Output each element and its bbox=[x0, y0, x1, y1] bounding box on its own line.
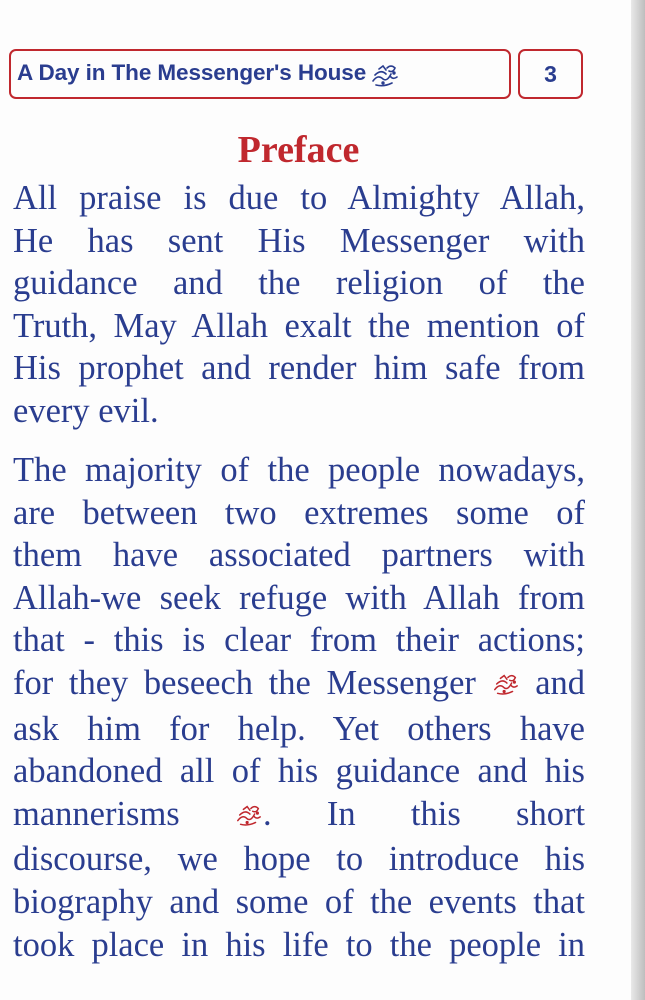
book-title-text: A Day in The Messenger's House bbox=[17, 60, 367, 86]
page-number: 3 bbox=[518, 49, 583, 99]
running-header bbox=[9, 49, 511, 99]
line-text: short bbox=[516, 794, 586, 833]
line-text: this bbox=[410, 794, 461, 833]
text-line: The majority of the people nowadays, bbox=[13, 451, 585, 489]
text-line: His prophet and render him safe from bbox=[13, 349, 585, 388]
text-line: abandoned all of his guidance and his bbox=[13, 752, 585, 791]
text-line: biography and some of the events that bbox=[13, 882, 585, 921]
text-line: Truth, May Allah exalt the mention of bbox=[13, 306, 585, 345]
page-edge-shadow bbox=[631, 0, 645, 1000]
text-line: guidance and the religion of the bbox=[13, 264, 585, 303]
line-text: for they beseech the Messenger bbox=[13, 663, 476, 702]
text-line: that - this is clear from their actions; bbox=[13, 621, 585, 660]
book-title bbox=[17, 60, 400, 87]
text-line: ask him for help. Yet others have bbox=[13, 709, 585, 748]
text-line: Allah-we seek refuge with Allah from bbox=[13, 578, 585, 617]
line-text: and bbox=[535, 663, 586, 702]
text-line-with-icon bbox=[13, 662, 585, 708]
line-text: In bbox=[326, 794, 356, 833]
text-line: every evil. bbox=[13, 391, 159, 430]
text-line: them have associated partners with bbox=[13, 536, 585, 575]
text-line: took place in his life to the people in bbox=[13, 925, 585, 964]
text-line: are between two extremes some of bbox=[13, 493, 585, 532]
text-line: discourse, we hope to introduce his bbox=[13, 840, 585, 879]
text-line-with-icon bbox=[13, 793, 585, 839]
line-text: . bbox=[263, 794, 272, 833]
saw-calligraphy-icon bbox=[235, 796, 263, 839]
text-line: He has sent His Messenger with bbox=[13, 221, 585, 260]
line-text: mannerisms bbox=[13, 794, 180, 833]
paragraph-1 bbox=[13, 177, 585, 433]
section-heading: Preface bbox=[237, 129, 360, 171]
saw-calligraphy-icon bbox=[370, 62, 400, 88]
saw-calligraphy-icon bbox=[492, 665, 520, 708]
paragraph-2 bbox=[13, 449, 585, 966]
text-line: All praise is due to Almighty Allah, bbox=[13, 179, 585, 217]
